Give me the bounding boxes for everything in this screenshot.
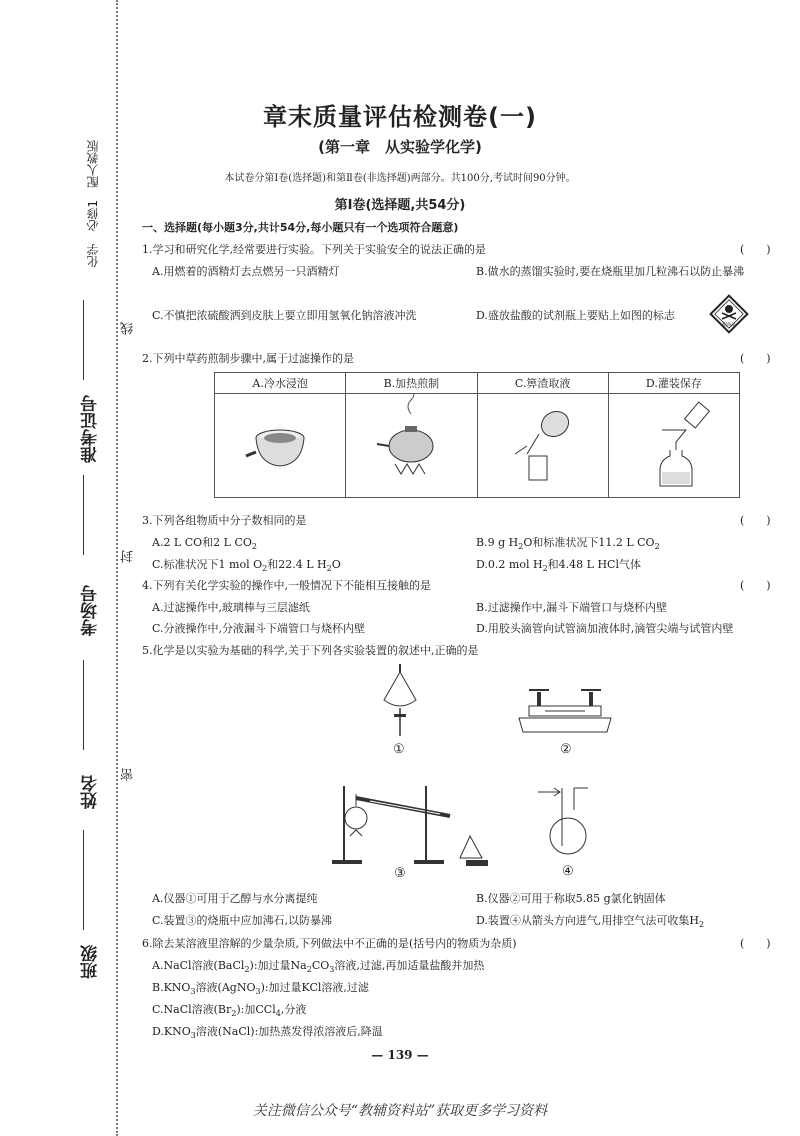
q3-option-b: B.9 g $H_2O$和标准状况下11.2 L $CO_2$ — [476, 536, 660, 552]
course-label: 化学 必修1 配人教版 — [86, 140, 100, 268]
q1-option-b: B.做水的蒸馏实验时,要在烧瓶里加几粒沸石以防止暴沸 — [476, 265, 745, 278]
top-blank — [83, 300, 84, 380]
q4-answer-blank: ( ) — [740, 579, 771, 592]
page-subtitle: (第一章 从实验学化学) — [318, 138, 482, 156]
q1-stem: 1.学习和研究化学,经常要进行实验。下列关于实验安全的说法正确的是 — [142, 243, 486, 256]
q1-option-c: C.不慎把浓硫酸洒到皮肤上要立即用氢氧化钠溶液冲洗 — [152, 309, 417, 322]
q2-option-d: D.灌装保存 — [608, 373, 739, 394]
q4-option-b: B.过滤操作中,漏斗下端管口与烧杯内壁 — [476, 601, 668, 614]
q3-stem: 3.下列各组物质中分子数相同的是 — [142, 514, 307, 527]
q3-option-a: A.2 L CO和2 L $CO_2$ — [152, 536, 257, 552]
apparatus-label-3: ③ — [394, 866, 406, 881]
page-number: — 139 — — [371, 1048, 429, 1062]
q2-option-b: B.加热煎制 — [346, 373, 477, 394]
page-title: 章末质量评估检测卷(一) — [263, 103, 537, 131]
q1-answer-blank: ( ) — [740, 243, 771, 256]
q5-option-c: C.装置③的烧瓶中应加沸石,以防暴沸 — [152, 914, 333, 927]
q2-option-a: A.冷水浸泡 — [215, 373, 346, 394]
distillation-apparatus-illustration — [330, 776, 510, 868]
class-label: 班级 — [81, 945, 101, 979]
exam-room-blank — [83, 660, 84, 750]
apparatus-label-4: ④ — [562, 864, 574, 879]
q3-option-c: C.标准状况下1 mol $O_2$和22.4 L $H_2O$ — [152, 558, 341, 574]
q1-option-d: D.盛放盐酸的试剂瓶上要贴上如图的标志 — [476, 309, 675, 322]
q6-option-a: A.NaCl溶液(BaCl$_2$):加过量$Na_2CO_3$溶液,过滤,再加适量盐酸并加热 — [152, 959, 485, 975]
q6-answer-blank: ( ) — [740, 937, 771, 950]
exam-room-label: 考场号 — [81, 585, 101, 636]
q4-option-d: D.用胶头滴管向试管滴加液体时,滴管尖端与试管内壁 — [476, 622, 734, 635]
q6-option-b: $B.KNO_3$溶液(AgNO$_3$):加过量KCl溶液,过滤 — [152, 981, 369, 997]
q1-option-a: A.用燃着的酒精灯去点燃另一只酒精灯 — [152, 265, 340, 278]
name-label: 姓名 — [81, 775, 101, 809]
q4-option-a: A.过滤操作中,玻璃棒与三层滤纸 — [152, 601, 310, 614]
q4-option-c: C.分液操作中,分液漏斗下端管口与烧杯内壁 — [152, 622, 366, 635]
name-blank — [83, 830, 84, 930]
q6-stem: 6.除去某溶液里溶解的少量杂质,下列做法中不正确的是(括号内的物质为杂质) — [142, 937, 517, 950]
exam-number-label: 准考证号 — [81, 395, 101, 463]
exam-number-blank — [83, 475, 84, 555]
cut-mark-secret: 密 — [121, 768, 136, 781]
q3-answer-blank: ( ) — [740, 514, 771, 527]
exam-info: 本试卷分第Ⅰ卷(选择题)和第Ⅱ卷(非选择题)两部分。共100分,考试时间90分钟。 — [224, 173, 576, 184]
straining-illustration — [477, 394, 608, 498]
q2-stem: 2.下列中草药煎制步骤中,属于过滤操作的是 — [142, 352, 354, 365]
q6-option-c: C.NaCl溶液$(Br_2)$:加CCl$_4$,分液 — [152, 1003, 307, 1019]
poison-hazard-icon — [708, 293, 750, 335]
q3-option-d: D.0.2 mol $H_2$和4.48 L HCl气体 — [476, 558, 641, 574]
footer-note: 关注微信公众号“教辅资料站”获取更多学习资料 — [252, 1103, 548, 1119]
hazard-sign-label: 剧毒品 — [722, 323, 736, 328]
cut-mark-line: 线 — [121, 322, 136, 335]
apparatus-label-1: ① — [393, 742, 405, 757]
q6-option-d: $D.KNO_3$溶液(NaCl):加热蒸发得浓溶液后,降温 — [152, 1025, 383, 1041]
balance-illustration — [515, 684, 615, 738]
q2-options-table — [214, 372, 740, 498]
q5-option-d: D.装置④从箭头方向进气,用排空气法可收集$H_2$ — [476, 914, 705, 930]
section-heading: 第Ⅰ卷(选择题,共54分) — [334, 198, 466, 213]
q4-stem: 4.下列有关化学实验的操作中,一般情况下不能相互接触的是 — [142, 579, 431, 592]
apparatus-label-2: ② — [560, 742, 572, 757]
q2-answer-blank: ( ) — [740, 352, 771, 365]
cut-mark-seal: 封 — [121, 550, 136, 563]
q5-stem: 5.化学是以实验为基础的科学,关于下列各实验装置的叙述中,正确的是 — [142, 644, 479, 657]
soaking-pot-illustration — [215, 394, 346, 498]
q5-option-b: B.仪器②可用于称取5.85 g氯化钠固体 — [476, 892, 666, 905]
part-instructions: 一、选择题(每小题3分,共计54分,每小题只有一个选项符合题意) — [142, 221, 459, 234]
decocting-pot-illustration — [346, 394, 477, 498]
bottling-illustration — [608, 394, 739, 498]
q2-option-c: C.箅渣取液 — [477, 373, 608, 394]
gas-collection-flask-illustration — [538, 784, 598, 860]
separatory-funnel-illustration — [370, 664, 430, 754]
q5-option-a: A.仪器①可用于乙醇与水分离提纯 — [152, 892, 318, 905]
